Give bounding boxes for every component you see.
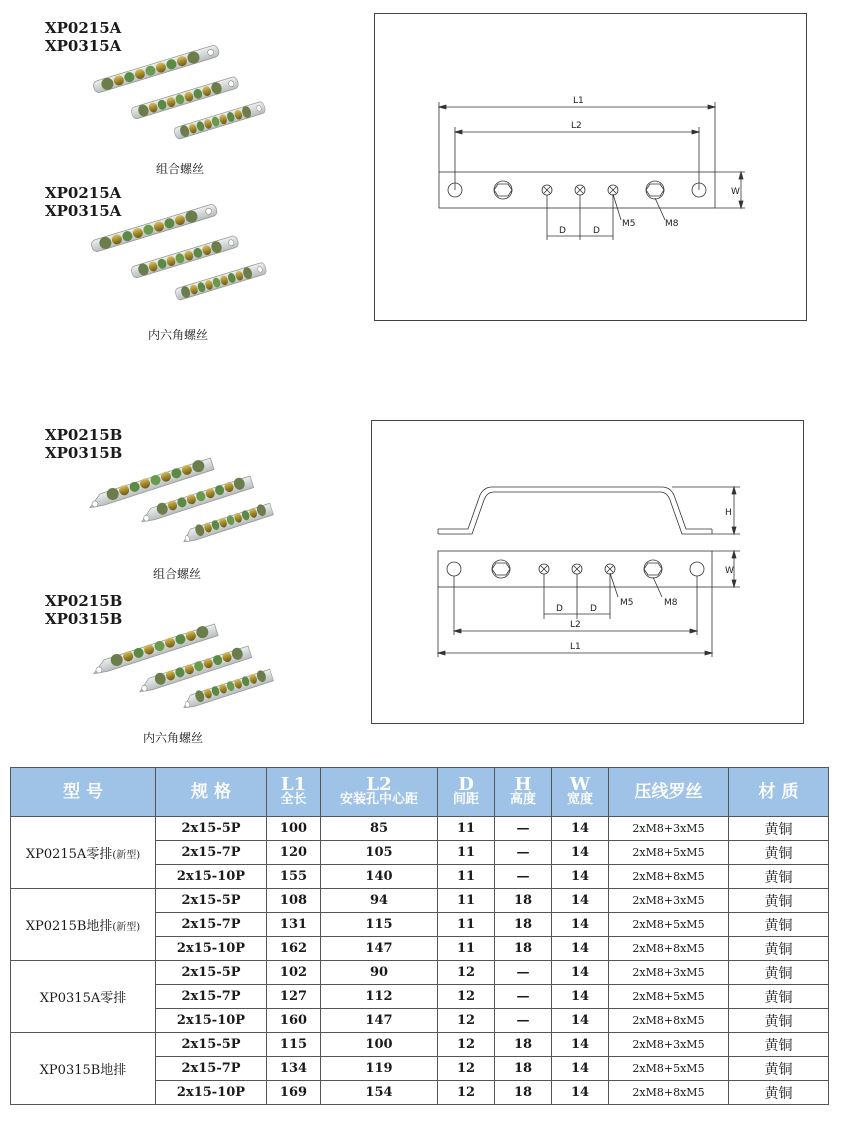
header-material: 材 质 [729, 768, 829, 817]
dim-label-h: H [725, 508, 732, 518]
h-cell: 18 [495, 937, 552, 961]
material-cell: 黄铜 [729, 889, 829, 913]
model-name: XP0315B [45, 444, 123, 462]
header-model: 型 号 [11, 768, 156, 817]
screw-cell: 2xM8+8xM5 [609, 1009, 729, 1033]
d-cell: 12 [438, 1081, 495, 1105]
header-l2: L2 安装孔中心距 [321, 768, 438, 817]
w-cell: 14 [552, 985, 609, 1009]
dim-label-l1: L1 [570, 642, 581, 652]
screw-cell: 2xM8+3xM5 [609, 961, 729, 985]
w-cell: 14 [552, 937, 609, 961]
caption-a-combo: 组合螺丝 [156, 162, 205, 176]
spec-cell: 2x15-5P [156, 961, 267, 985]
w-cell: 14 [552, 913, 609, 937]
model-cell: XP0215A零排(新型) [11, 817, 156, 889]
d-cell: 11 [438, 913, 495, 937]
w-cell: 14 [552, 817, 609, 841]
busbar-photo-a-combo [80, 28, 280, 148]
dim-label-d: D [590, 604, 597, 614]
d-cell: 11 [438, 889, 495, 913]
caption-a-hex: 内六角螺丝 [148, 328, 209, 342]
d-cell: 12 [438, 985, 495, 1009]
model-cell: XP0315A零排 [11, 961, 156, 1033]
l1-cell: 127 [267, 985, 321, 1009]
w-cell: 14 [552, 1081, 609, 1105]
material-cell: 黄铜 [729, 1033, 829, 1057]
drawing-panel-a [374, 13, 807, 321]
material-cell: 黄铜 [729, 865, 829, 889]
spec-cell: 2x15-7P [156, 1057, 267, 1081]
material-cell: 黄铜 [729, 913, 829, 937]
w-cell: 14 [552, 1057, 609, 1081]
header-l1: L1 全长 [267, 768, 321, 817]
screw-cell: 2xM8+3xM5 [609, 889, 729, 913]
spec-cell: 2x15-7P [156, 913, 267, 937]
dim-label-l1: L1 [573, 96, 584, 106]
l2-cell: 85 [321, 817, 438, 841]
d-cell: 11 [438, 937, 495, 961]
spec-cell: 2x15-7P [156, 841, 267, 865]
table-header-row [11, 768, 829, 817]
material-cell: 黄铜 [729, 817, 829, 841]
l1-cell: 155 [267, 865, 321, 889]
material-cell: 黄铜 [729, 1009, 829, 1033]
l2-cell: 147 [321, 937, 438, 961]
l1-cell: 134 [267, 1057, 321, 1081]
material-cell: 黄铜 [729, 985, 829, 1009]
l1-cell: 120 [267, 841, 321, 865]
w-cell: 14 [552, 865, 609, 889]
l1-cell: 169 [267, 1081, 321, 1105]
h-cell: 18 [495, 1057, 552, 1081]
spec-cell: 2x15-10P [156, 1081, 267, 1105]
l1-cell: 115 [267, 1033, 321, 1057]
d-cell: 11 [438, 841, 495, 865]
spec-cell: 2x15-5P [156, 1033, 267, 1057]
dim-label-m5: M5 [622, 219, 636, 229]
h-cell: 18 [495, 889, 552, 913]
dim-label-d: D [556, 604, 563, 614]
w-cell: 14 [552, 1033, 609, 1057]
spec-cell: 2x15-5P [156, 889, 267, 913]
table-row [11, 817, 829, 841]
dim-label-l2: L2 [571, 121, 582, 131]
h-cell: 18 [495, 1033, 552, 1057]
l2-cell: 112 [321, 985, 438, 1009]
spec-table-body [11, 817, 829, 1105]
l1-cell: 100 [267, 817, 321, 841]
model-name: XP0215A [45, 19, 122, 37]
l1-cell: 160 [267, 1009, 321, 1033]
model-name: XP0315A [45, 202, 122, 220]
material-cell: 黄铜 [729, 937, 829, 961]
l1-cell: 162 [267, 937, 321, 961]
model-name: XP0215B [45, 426, 123, 444]
w-cell: 14 [552, 961, 609, 985]
spec-cell: 2x15-10P [156, 1009, 267, 1033]
busbar-photo-b-combo [78, 430, 288, 550]
material-cell: 黄铜 [729, 1057, 829, 1081]
material-cell: 黄铜 [729, 961, 829, 985]
screw-cell: 2xM8+8xM5 [609, 937, 729, 961]
table-row [11, 961, 829, 985]
caption-b-combo: 组合螺丝 [153, 567, 202, 581]
h-cell: — [495, 817, 552, 841]
l1-cell: 131 [267, 913, 321, 937]
caption-b-hex: 内六角螺丝 [143, 731, 204, 745]
screw-cell: 2xM8+3xM5 [609, 1033, 729, 1057]
drawing-panel-b [371, 420, 804, 724]
l2-cell: 115 [321, 913, 438, 937]
technical-drawing-a [375, 14, 806, 320]
model-name: XP0315A [45, 37, 122, 55]
h-cell: — [495, 865, 552, 889]
l1-cell: 108 [267, 889, 321, 913]
spec-table [10, 767, 829, 1105]
dim-label-m8: M8 [665, 219, 679, 229]
model-cell: XP0315B地排 [11, 1033, 156, 1105]
screw-cell: 2xM8+8xM5 [609, 865, 729, 889]
spec-cell: 2x15-7P [156, 985, 267, 1009]
l2-cell: 147 [321, 1009, 438, 1033]
model-name: XP0315B [45, 610, 123, 628]
l2-cell: 90 [321, 961, 438, 985]
dim-label-w: W [731, 187, 740, 197]
l2-cell: 140 [321, 865, 438, 889]
h-cell: — [495, 985, 552, 1009]
busbar-photo-a-hex [80, 195, 280, 305]
screw-cell: 2xM8+5xM5 [609, 841, 729, 865]
w-cell: 14 [552, 1009, 609, 1033]
d-cell: 12 [438, 1033, 495, 1057]
d-cell: 11 [438, 865, 495, 889]
w-cell: 14 [552, 841, 609, 865]
header-spec: 规 格 [156, 768, 267, 817]
dim-label-m8: M8 [664, 598, 678, 608]
dim-label-w: W [725, 566, 734, 576]
header-w: W 宽度 [552, 768, 609, 817]
d-cell: 12 [438, 961, 495, 985]
h-cell: 18 [495, 1081, 552, 1105]
dim-label-d: D [593, 226, 600, 236]
d-cell: 11 [438, 817, 495, 841]
model-name: XP0215A [45, 184, 122, 202]
l2-cell: 119 [321, 1057, 438, 1081]
d-cell: 12 [438, 1009, 495, 1033]
table-row [11, 1033, 829, 1057]
screw-cell: 2xM8+5xM5 [609, 1057, 729, 1081]
screw-cell: 2xM8+5xM5 [609, 913, 729, 937]
spec-cell: 2x15-5P [156, 817, 267, 841]
screw-cell: 2xM8+8xM5 [609, 1081, 729, 1105]
spec-cell: 2x15-10P [156, 865, 267, 889]
header-h: H 高度 [495, 768, 552, 817]
l2-cell: 105 [321, 841, 438, 865]
l2-cell: 100 [321, 1033, 438, 1057]
h-cell: — [495, 841, 552, 865]
dim-label-d: D [559, 226, 566, 236]
l2-cell: 154 [321, 1081, 438, 1105]
header-d: D 间距 [438, 768, 495, 817]
technical-drawing-b [372, 421, 803, 723]
screw-cell: 2xM8+5xM5 [609, 985, 729, 1009]
screw-cell: 2xM8+3xM5 [609, 817, 729, 841]
table-row [11, 889, 829, 913]
header-screw: 压线罗丝 [609, 768, 729, 817]
material-cell: 黄铜 [729, 841, 829, 865]
dim-label-l2: L2 [570, 620, 581, 630]
model-name: XP0215B [45, 592, 123, 610]
h-cell: — [495, 961, 552, 985]
h-cell: 18 [495, 913, 552, 937]
l2-cell: 94 [321, 889, 438, 913]
material-cell: 黄铜 [729, 1081, 829, 1105]
dim-label-m5: M5 [620, 598, 634, 608]
busbar-photo-b-hex [78, 598, 288, 708]
l1-cell: 102 [267, 961, 321, 985]
model-cell: XP0215B地排(新型) [11, 889, 156, 961]
spec-cell: 2x15-10P [156, 937, 267, 961]
h-cell: — [495, 1009, 552, 1033]
d-cell: 12 [438, 1057, 495, 1081]
w-cell: 14 [552, 889, 609, 913]
